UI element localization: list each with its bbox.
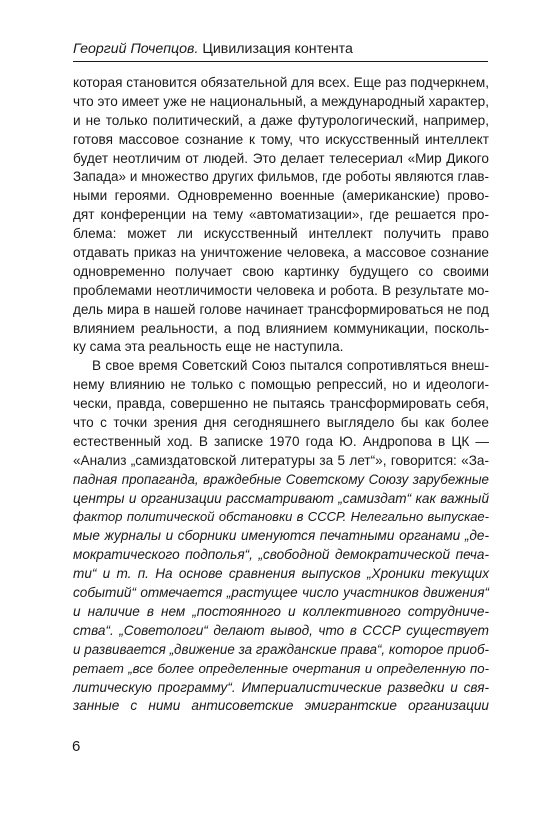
header-author: Георгий Почепцов. bbox=[73, 41, 199, 57]
text-line: готовя массовое сознание к тому, что искусственный интеллект bbox=[73, 131, 489, 147]
text-line: «Анализ „самиздатовской литературы за 5 лет“», говорится: «За- bbox=[73, 452, 489, 468]
text-line: проблемами неотличимости человека и робота. В результате мо- bbox=[73, 282, 489, 298]
text-line: ку сама эта реальность еще не наступила. bbox=[73, 339, 344, 355]
text-line: мократического подполья“, „свободной демократической печа- bbox=[73, 547, 489, 563]
text-line: и наличие в нем „постоянного и коллективного сотрудниче- bbox=[73, 603, 489, 619]
header-title: Цивилизация контента bbox=[202, 41, 353, 57]
page-number: 6 bbox=[72, 738, 81, 755]
text-line: ти“ и т. п. На основе сравнения выпусков „Хроники текущих bbox=[73, 566, 489, 582]
text-line: литическую программу“. Империалистические разведки и свя- bbox=[73, 679, 489, 695]
text-line: и не только политический, а даже футурологический, например, bbox=[73, 112, 489, 128]
paragraph-2 bbox=[73, 357, 489, 716]
text-line: В свое время Советский Союз пытался сопротивляться внеш- bbox=[92, 358, 489, 374]
text-line: блема: может ли искусственный интеллект получить право bbox=[73, 226, 489, 242]
text-line: ства“. „Советологи“ делают вывод, что в СССР существует bbox=[73, 622, 489, 638]
text-line: дят конференции на тему «автоматизации», где решается про- bbox=[73, 207, 489, 223]
running-header bbox=[73, 40, 488, 62]
text-line: что это имеет уже не национальный, а международный характер, bbox=[73, 93, 489, 109]
text-line: чески, правда, совершенно не пытаясь трансформировать себя, bbox=[73, 396, 489, 412]
text-line: которая становится обязательной для всех. Еще раз подчеркнем, bbox=[73, 75, 489, 90]
text-line: Запада» и множество других фильмов, где роботы являются глав- bbox=[73, 169, 489, 185]
text-line: фактор политической обстановки в СССР. Нелегально выпускае- bbox=[73, 509, 489, 525]
text-line: занные с ними антисоветские эмигрантские организации bbox=[73, 698, 489, 714]
text-line: отдавать приказ на уничтожение человека, а массовое сознание bbox=[73, 245, 489, 261]
text-line: влиянием реальности, а под влиянием коммуникации, посколь- bbox=[73, 320, 489, 336]
text-line: естественный ход. В записке 1970 года Ю. Андропова в ЦК — bbox=[73, 433, 489, 449]
text-line: что с точки зрения дня сегодняшнего выглядело бы как более bbox=[73, 415, 489, 431]
text-line: ретает „все более определенные очертания и определенную по- bbox=[73, 660, 489, 676]
page-body bbox=[73, 74, 489, 716]
text-line: будет неотличим от людей. Это делает телесериал «Мир Дикого bbox=[73, 150, 489, 166]
text-line: дель мира в нашей голове начинает трансформироваться не под bbox=[73, 301, 489, 317]
text-line: нему влиянию не только с помощью репрессий, но и идеологи- bbox=[73, 377, 489, 393]
text-line: мые журналы и сборники именуются печатными органами „де- bbox=[73, 528, 489, 544]
text-line: центры и организации рассматривают „самиздат“ как важный bbox=[73, 490, 489, 506]
text-line: одновременно получает свою картинку будущего со своими bbox=[73, 263, 489, 279]
text-line: падная пропаганда, враждебные Советскому Союзу зарубежные bbox=[73, 471, 489, 487]
text-line: и развивается „движение за гражданские права“, которое приоб- bbox=[73, 641, 489, 657]
paragraph-1 bbox=[73, 74, 489, 357]
text-line: ными героями. Одновременно военные (американские) прово- bbox=[73, 188, 489, 204]
text-line: событий“ отмечается „растущее число участников движения“ bbox=[73, 585, 489, 601]
